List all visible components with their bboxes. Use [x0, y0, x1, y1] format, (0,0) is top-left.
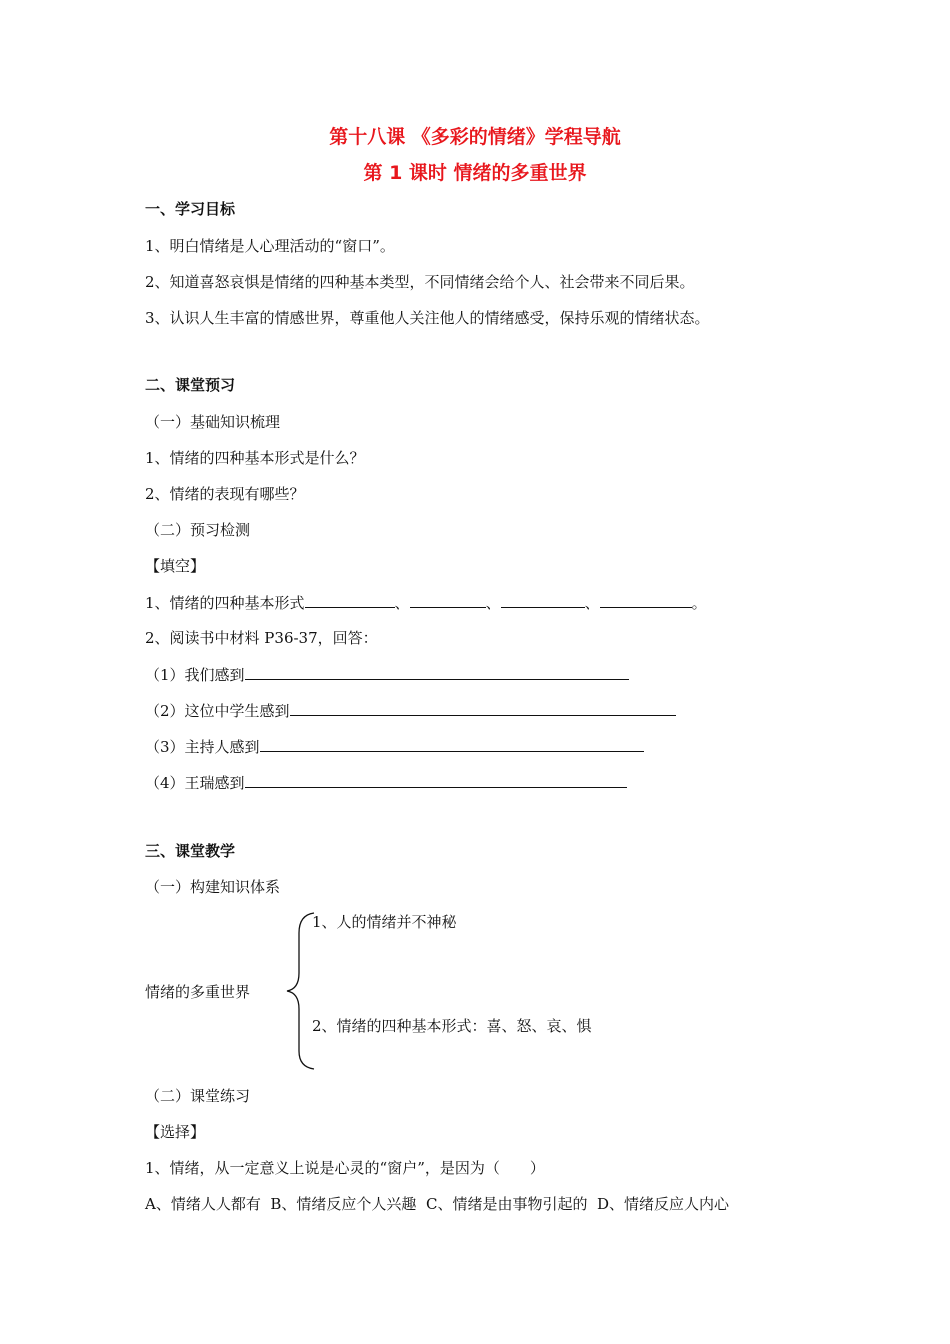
subsection-basics: （一）基础知识梳理 [145, 413, 281, 431]
fill-tag: 【填空】 [145, 557, 206, 575]
fill-line-2: 2、阅读书中材料 P36-37，回答： [145, 629, 378, 647]
goal-item-3: 3、认识人生丰富的情感世界，尊重他人关注他人的情绪感受，保持乐观的情绪状态。 [145, 309, 710, 327]
answer-blank[interactable] [260, 737, 644, 752]
answer-label: （3）主持人感到 [145, 738, 260, 756]
blank-field[interactable] [501, 593, 585, 608]
answer-label: （2）这位中学生感到 [145, 702, 290, 720]
subsection-check: （二）预习检测 [145, 521, 251, 539]
section-heading-teaching: 三、课堂教学 [145, 842, 236, 860]
goal-item-1: 1、明白情绪是人心理活动的“窗口”。 [145, 237, 395, 255]
answer-blank[interactable] [245, 773, 627, 788]
page-subtitle: 第 1 课时 情绪的多重世界 [363, 162, 587, 184]
subsection-practice: （二）课堂练习 [145, 1087, 251, 1105]
preview-question-1: 1、情绪的四种基本形式是什么？ [145, 449, 365, 467]
option-b: B、情绪反应个人兴趣 [270, 1195, 417, 1213]
choice-tag: 【选择】 [145, 1123, 206, 1141]
separator: 、 [584, 594, 600, 612]
answer-blank[interactable] [290, 701, 676, 716]
option-d: D、情绪反应人内心 [597, 1195, 730, 1213]
answer-line-1 [145, 665, 629, 684]
choice-question-1: 1、情绪，从一定意义上说是心灵的“窗户”，是因为（ ） [145, 1159, 545, 1177]
fill-1-prefix: 1、情绪的四种基本形式 [145, 594, 305, 612]
answer-label: （1）我们感到 [145, 666, 245, 684]
blank-field[interactable] [410, 593, 486, 608]
answer-line-2 [145, 701, 676, 720]
goal-item-2: 2、知道喜怒哀惧是情绪的四种基本类型，不同情绪会给个人、社会带来不同后果。 [145, 273, 695, 291]
curly-brace [282, 905, 322, 1075]
separator: 、 [394, 594, 410, 612]
diagram-branch-1: 1、人的情绪并不神秘 [312, 913, 457, 931]
option-c: C、情绪是由事物引起的 [425, 1195, 588, 1213]
blank-field[interactable] [305, 593, 395, 608]
diagram-branch-2: 2、情绪的四种基本形式：喜、怒、哀、惧 [312, 1017, 592, 1035]
section-heading-preview: 二、课堂预习 [145, 376, 236, 394]
end-mark: 。 [691, 594, 707, 612]
preview-question-2: 2、情绪的表现有哪些？ [145, 485, 305, 503]
subsection-knowledge: （一）构建知识体系 [145, 878, 281, 896]
fill-line-1 [145, 593, 707, 612]
diagram-root: 情绪的多重世界 [145, 983, 251, 1001]
answer-label: （4）王瑞感到 [145, 774, 245, 792]
answer-line-3 [145, 737, 644, 756]
section-heading-goals: 一、学习目标 [145, 200, 236, 218]
answer-line-4 [145, 773, 627, 792]
choice-options [145, 1195, 729, 1213]
option-a: A、情绪人人都有 [145, 1195, 261, 1213]
separator: 、 [485, 594, 501, 612]
page-title: 第十八课 《多彩的情绪》学程导航 [329, 126, 621, 148]
blank-field[interactable] [600, 593, 692, 608]
answer-blank[interactable] [245, 665, 629, 680]
